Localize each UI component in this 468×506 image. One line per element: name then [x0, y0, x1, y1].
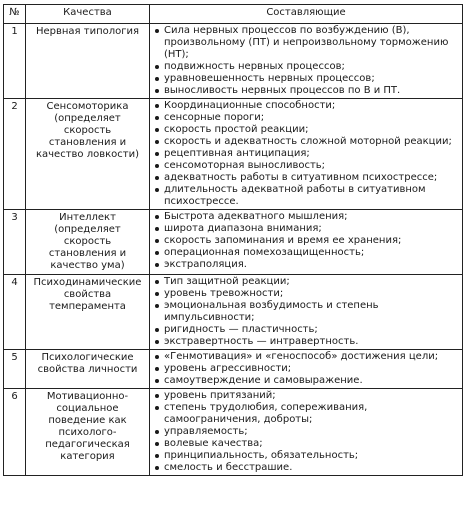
component-item: экстраполяция. — [152, 259, 460, 271]
component-item: управляемость; — [152, 426, 460, 438]
table-row — [4, 275, 463, 350]
table-row — [4, 350, 463, 389]
component-item: сенсорные пороги; — [152, 112, 460, 124]
component-item: скорость запоминания и время ее хранения; — [152, 235, 460, 247]
component-item: Тип защитной реакции; — [152, 276, 460, 288]
components-cell — [150, 275, 463, 350]
component-item: Сила нервных процессов по возбуждению (В), произвольному (ПТ) и непроизвольному торможению (НТ); — [152, 25, 460, 61]
components-list — [152, 100, 460, 208]
component-item: операционная помехозащищенность; — [152, 247, 460, 259]
components-cell — [150, 389, 463, 476]
components-list — [152, 211, 460, 271]
component-item: уровень тревожности; — [152, 288, 460, 300]
table-row — [4, 24, 463, 99]
table-header-row — [4, 5, 463, 24]
component-item: рецептивная антиципация; — [152, 148, 460, 160]
components-cell — [150, 24, 463, 99]
components-cell — [150, 350, 463, 389]
component-item: экстравертность — интравертность. — [152, 336, 460, 348]
quality-cell: Мотивационно-социальное поведение как психолого-педагогическая категория — [26, 389, 150, 476]
component-item: адекватность работы в ситуативном психострессе; — [152, 172, 460, 184]
table-body — [4, 24, 463, 476]
quality-cell: Психодинамические свойства темперамента — [26, 275, 150, 350]
component-item: Координационные способности; — [152, 100, 460, 112]
quality-cell: Нервная типология — [26, 24, 150, 99]
component-item: скорость и адекватность сложной моторной реакции; — [152, 136, 460, 148]
row-number: 2 — [4, 99, 26, 210]
qualities-table — [3, 4, 463, 476]
components-list — [152, 390, 460, 474]
components-list — [152, 276, 460, 348]
component-item: принципиальность, обязательность; — [152, 450, 460, 462]
row-number: 1 — [4, 24, 26, 99]
components-list — [152, 25, 460, 97]
component-item: самоутверждение и самовыражение. — [152, 375, 460, 387]
header-number: № — [4, 5, 26, 24]
header-components: Составляющие — [150, 5, 463, 24]
row-number: 4 — [4, 275, 26, 350]
component-item: уровень агрессивности; — [152, 363, 460, 375]
row-number: 5 — [4, 350, 26, 389]
component-item: эмоциональная возбудимость и степень импульсивности; — [152, 300, 460, 324]
header-qualities: Качества — [26, 5, 150, 24]
component-item: сенсомоторная выносливость; — [152, 160, 460, 172]
row-number: 6 — [4, 389, 26, 476]
component-item: ригидность — пластичность; — [152, 324, 460, 336]
component-item: подвижность нервных процессов; — [152, 61, 460, 73]
table-row — [4, 210, 463, 275]
component-item: скорость простой реакции; — [152, 124, 460, 136]
components-cell — [150, 210, 463, 275]
quality-cell: Психологические свойства личности — [26, 350, 150, 389]
component-item: широта диапазона внимания; — [152, 223, 460, 235]
component-item: волевые качества; — [152, 438, 460, 450]
table-row — [4, 99, 463, 210]
row-number: 3 — [4, 210, 26, 275]
component-item: смелость и бесстрашие. — [152, 462, 460, 474]
component-item: «Генмотивация» и «геноспособ» достижения цели; — [152, 351, 460, 363]
component-item: выносливость нервных процессов по В и ПТ. — [152, 85, 460, 97]
component-item: Быстрота адекватного мышления; — [152, 211, 460, 223]
component-item: длительность адекватной работы в ситуативном психострессе. — [152, 184, 460, 208]
table-row — [4, 389, 463, 476]
component-item: степень трудолюбия, сопереживания, самоограничения, доброты; — [152, 402, 460, 426]
quality-cell: Интеллект (определяет скорость становления и качество ума) — [26, 210, 150, 275]
component-item: уравновешенность нервных процессов; — [152, 73, 460, 85]
components-cell — [150, 99, 463, 210]
quality-cell: Сенсомоторика (определяет скорость становления и качество ловкости) — [26, 99, 150, 210]
components-list — [152, 351, 460, 387]
component-item: уровень притязаний; — [152, 390, 460, 402]
